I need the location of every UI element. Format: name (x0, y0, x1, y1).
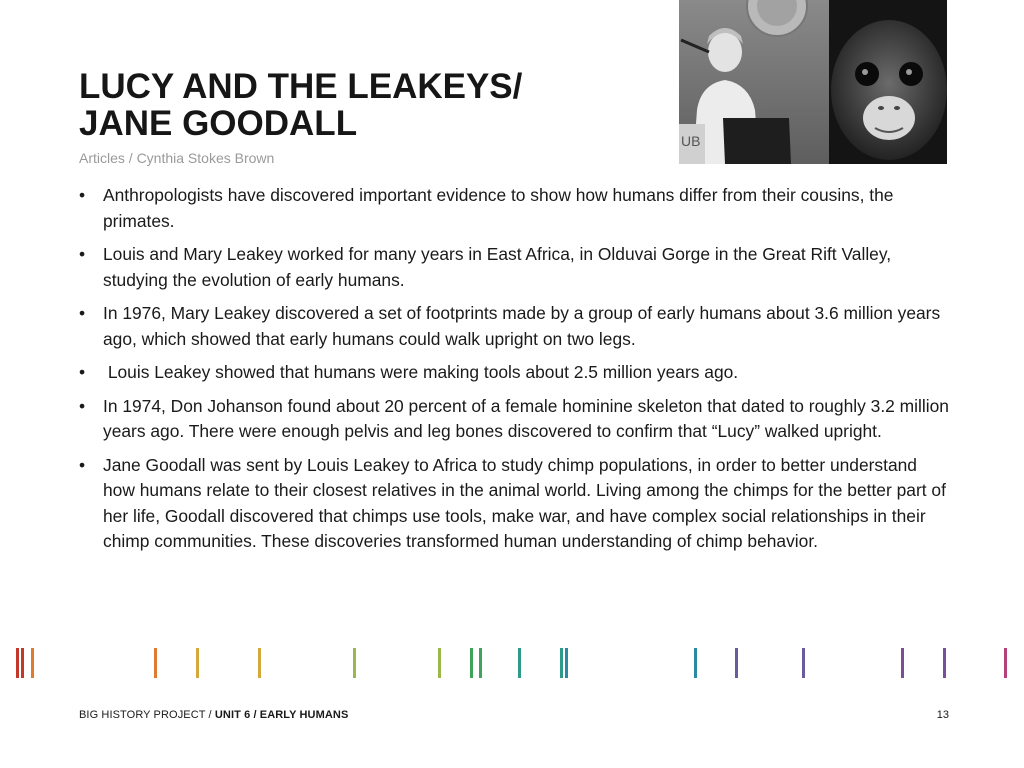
color-stripe (196, 648, 199, 678)
podium-text: UB (681, 133, 701, 149)
bullet-text: In 1974, Don Johanson found about 20 percent of a female hominine skeleton that dated to roughly 3.2 million years ago. There were enough pelvis and leg bones discovered to confirm that “Lucy” walked upright. (103, 395, 949, 441)
color-stripe (154, 648, 157, 678)
color-stripe (470, 648, 473, 678)
bullet-marker: • (79, 185, 86, 205)
bullet-marker: • (79, 303, 86, 323)
slide-title-line-1: LUCY AND THE LEAKEYS/ (79, 67, 523, 106)
goodall-orangutan-photo (679, 0, 947, 164)
bullet-item (79, 242, 949, 293)
bullet-item (79, 183, 949, 234)
bullet-marker: • (79, 395, 86, 416)
bullet-marker: • (79, 244, 86, 264)
footer-unit: UNIT 6 (214, 709, 251, 721)
bullet-item (79, 453, 949, 555)
color-stripe (518, 648, 521, 678)
color-stripe (21, 648, 24, 678)
color-stripe (802, 648, 805, 678)
color-stripe (353, 648, 356, 678)
slide-subtitle: Articles / Cynthia Stokes Brown (79, 150, 275, 166)
color-stripe (16, 648, 19, 678)
bullet-marker: • (79, 454, 86, 475)
color-stripe (565, 648, 568, 678)
color-stripe (735, 648, 738, 678)
bullet-item (79, 301, 949, 352)
color-stripe (901, 648, 904, 678)
bullet-item (79, 394, 949, 445)
color-stripe (479, 648, 482, 678)
bullet-list (79, 183, 949, 563)
color-stripe (943, 648, 946, 678)
bullet-item (79, 360, 949, 386)
footer-section: EARLY HUMANS (259, 709, 349, 721)
color-stripe (694, 648, 697, 678)
bullet-text: Louis and Mary Leakey worked for many years in East Africa, in Olduvai Gorge in the Great Rift Valley, studying the evolution of early humans. (103, 244, 892, 290)
color-stripe (560, 648, 563, 678)
header-photo (679, 0, 947, 164)
bullet-marker: • (79, 362, 86, 382)
bullet-text: In 1976, Mary Leakey discovered a set of footprints made by a group of early humans about 3.6 million years ago, which showed that early humans could walk upright on two legs. (103, 303, 941, 349)
color-stripe (438, 648, 441, 678)
color-stripe (1004, 648, 1007, 678)
slide-title-line-2: JANE GOODALL (79, 104, 358, 143)
color-stripe (31, 648, 34, 678)
footer-separator: / (253, 709, 257, 721)
bullet-text: Louis Leakey showed that humans were making tools about 2.5 million years ago. (103, 362, 739, 382)
footer-project: BIG HISTORY PROJECT / (79, 709, 212, 721)
color-stripe (258, 648, 261, 678)
page-number: 13 (936, 709, 949, 721)
bullet-text: Anthropologists have discovered important evidence to show how humans differ from their cousins, the primates. (103, 185, 894, 231)
slide-title (79, 68, 522, 142)
bullet-text: Jane Goodall was sent by Louis Leakey to Africa to study chimp populations, in order to better understand how humans relate to their closest relatives in the animal world. Living among the chimps for the better part of her life, Goodall discovered that chimps use tools, make war, and have complex social relationships in their chimp communities. These discoveries transformed human understanding of chimp behavior. (103, 454, 946, 551)
footer-breadcrumb (79, 709, 348, 721)
